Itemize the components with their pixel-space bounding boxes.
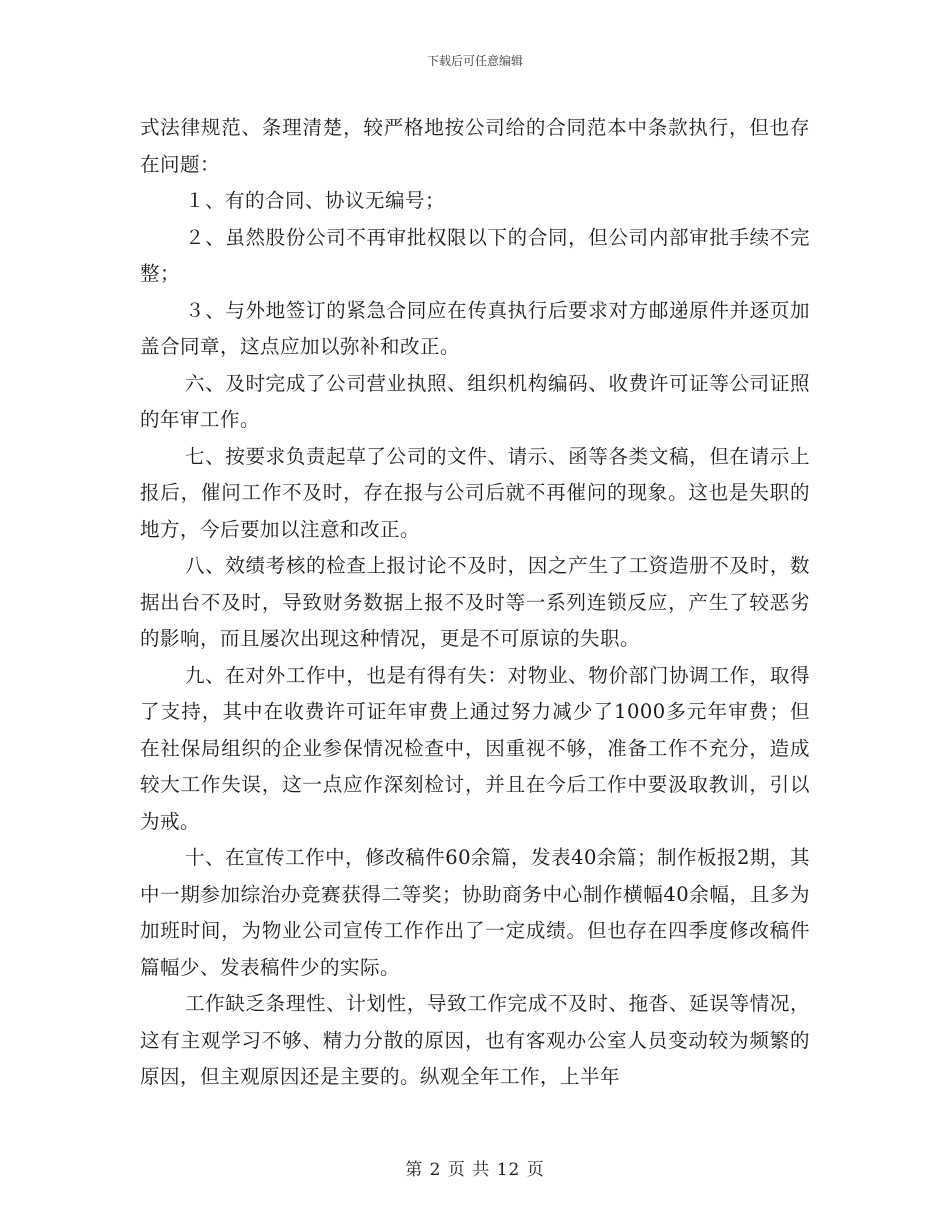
page-header: 下载后可任意编辑 — [426, 54, 523, 68]
paragraph: 式法律规范、条理清楚，较严格地按公司给的合同范本中条款执行，但也存在问题： — [140, 116, 810, 176]
paragraph: 工作缺乏条理性、计划性，导致工作完成不及时、拖沓、延误等情况，这有主观学习不够、精力分散的原因，也有客观办公室人员变动较为频繁的原因，但主观原因还是主要的。纵观全年工作，上半年 — [140, 992, 810, 1088]
list-item: １、有的合同、协议无编号； — [185, 189, 446, 212]
paragraph: 八、效绩考核的检查上报讨论不及时，因之产生了工资造册不及时，数据出台不及时，导致财务数据上报不及时等一系列连锁反应，产生了较恶劣的影响，而且屡次出现这种情况，更是不可原谅的失职。 — [140, 554, 810, 650]
list-item: ３、与外地签订的紧急合同应在传真执行后要求对方邮递原件并逐页加盖合同章，这点应加以弥补和改正。 — [140, 298, 810, 358]
paragraph: 六、及时完成了公司营业执照、组织机构编码、收费许可证等公司证照的年审工作。 — [140, 371, 810, 431]
document-body — [140, 110, 810, 1096]
paragraph: 七、按要求负责起草了公司的文件、请示、函等各类文稿，但在请示上报后，催问工作不及时，存在报与公司后就不再催问的现象。这也是失职的地方，今后要加以注意和改正。 — [140, 444, 810, 541]
paragraph: 十、在宣传工作中，修改稿件60余篇，发表40余篇；制作板报2期，其中一期参加综治办竞赛获得二等奖；协助商务中心制作横幅40余幅，且多为加班时间，为物业公司宣传工作作出了一定成绩。但也存在四季度修改稿件篇幅少、发表稿件少的实际。 — [140, 846, 810, 979]
paragraph: 九、在对外工作中，也是有得有失：对物业、物价部门协调工作，取得了支持，其中在收费许可证年审费上通过努力减少了1000多元年审费；但在社保局组织的企业参保情况检查中，因重视不够，准备工作不充分，造成较大工作失误，这一点应作深刻检讨，并且在今后工作中要汲取教训，引以为戒。 — [140, 663, 810, 833]
page-footer: 第 2 页 共 12 页 — [405, 1160, 545, 1180]
list-item: ２、虽然股份公司不再审批权限以下的合同，但公司内部审批手续不完整； — [140, 225, 810, 285]
